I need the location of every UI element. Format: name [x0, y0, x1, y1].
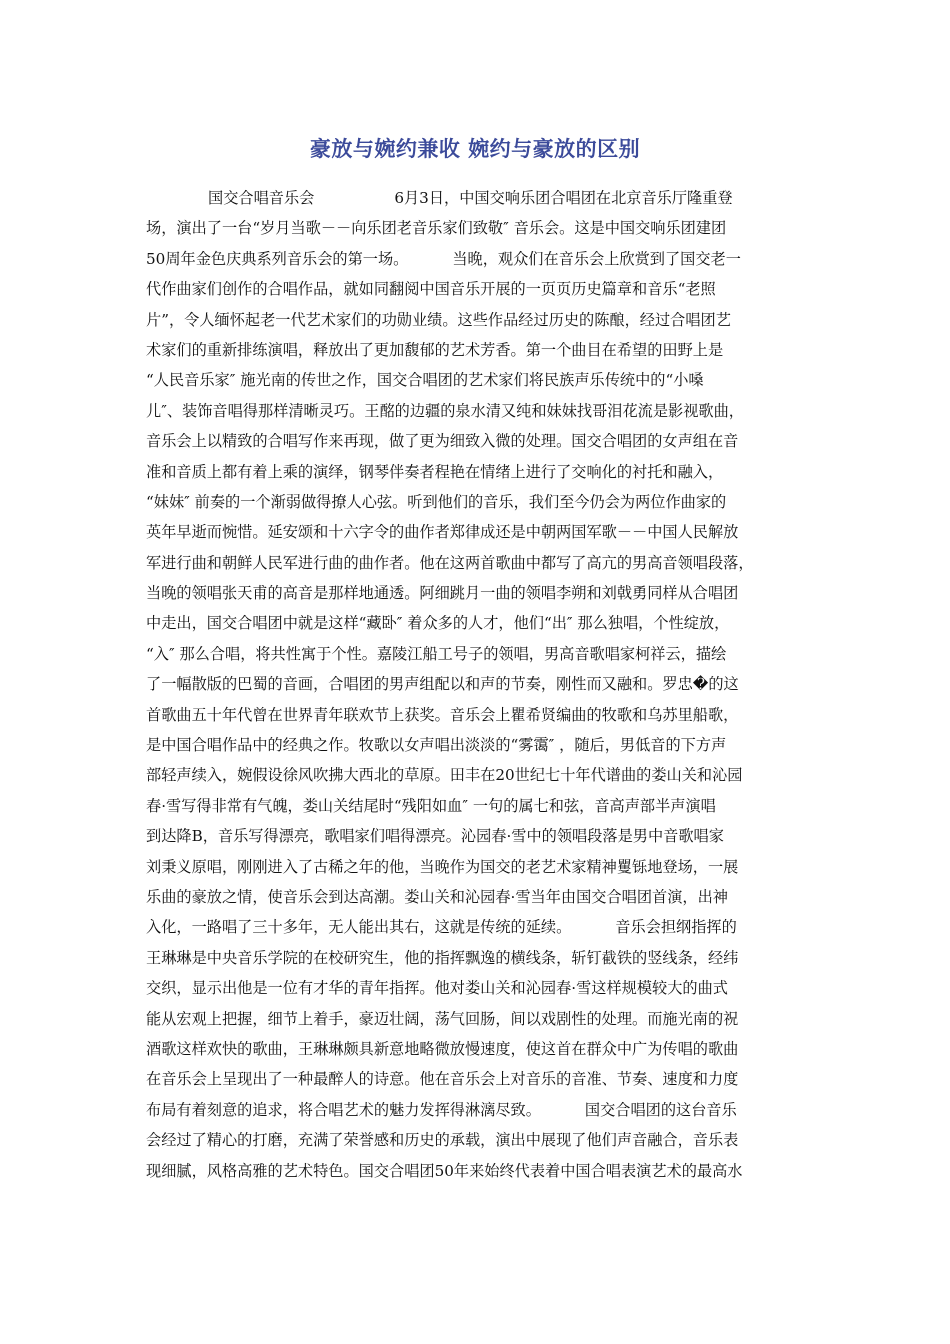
article-body — [146, 183, 803, 1186]
text-segment: 音乐会担纲指挥的 — [615, 918, 737, 937]
paragraph-line: 春·雪写得非常有气魄，娄山关结尾时“残阳如血″ 一句的属七和弦，音高声部半声演唱 — [146, 796, 716, 815]
paragraph-line: 片”，令人缅怀起老一代艺术家们的功勋业绩。这些作品经过历史的陈酿，经过合唱团艺 — [146, 310, 731, 329]
paragraph-line: 术家们的重新排练演唱，释放出了更加馥郁的艺术芳香。第一个曲目在希望的田野上是 — [146, 340, 724, 359]
paragraph-line: 首歌曲五十年代曾在世界青年联欢节上获奖。音乐会上瞿希贤编曲的牧歌和乌苏里船歌， — [146, 705, 739, 724]
paragraph-line: 乐曲的豪放之情，使音乐会到达高潮。娄山关和沁园春·雪当年由国交合唱团首演，出神 — [146, 887, 728, 906]
paragraph-line — [146, 912, 803, 942]
paragraph-line: 部轻声续入，婉假设徐风吹拂大西北的草原。田丰在20世纪七十年代谱曲的娄山关和沁园 — [146, 766, 743, 785]
paragraph-line: 代作曲家们创作的合唱作品，就如同翻阅中国音乐开展的一页页历史篇章和音乐“老照 — [146, 280, 716, 299]
text-segment: 6月3日，中国交响乐团合唱团在北京音乐厅隆重登 — [394, 189, 733, 207]
text-segment: 50周年金色庆典系列音乐会的第一场。 — [146, 249, 409, 268]
text-segment: 当晚，观众们在音乐会上欣赏到了国交老一 — [452, 249, 741, 268]
text-segment: 国交合唱音乐会 — [208, 189, 315, 207]
paragraph-line: 王琳琳是中央音乐学院的在校研究生，他的指挥飘逸的横线条，斩钉截铁的竖线条，经纬 — [146, 948, 739, 967]
paragraph-line: 中走出，国交合唱团中就是这样“藏卧″ 着众多的人才，他们“出″ 那么独唱，个性绽放， — [146, 614, 730, 633]
paragraph-line: 到达降B，音乐写得漂亮，歌唱家们唱得漂亮。沁园春·雪中的领唱段落是男中音歌唱家 — [146, 827, 724, 846]
paragraph-line — [146, 183, 803, 213]
paragraph-line: 现细腻，风格高雅的艺术特色。国交合唱团50年来始终代表着中国合唱表演艺术的最高水 — [146, 1161, 743, 1180]
text-segment: 布局有着刻意的追求，将合唱艺术的魅力发挥得淋漓尽致。 — [146, 1100, 541, 1119]
paragraph-line: 会经过了精心的打磨，充满了荣誉感和历史的承载，演出中展现了他们声音融合，音乐表 — [146, 1131, 739, 1150]
paragraph-line: 军进行曲和朝鲜人民军进行曲的曲作者。他在这两首歌曲中都写了高亢的男高音领唱段落， — [146, 553, 754, 572]
paragraph-line: 在音乐会上呈现出了一种最醉人的诗意。他在音乐会上对音乐的音准、节奏、速度和力度 — [146, 1070, 739, 1089]
text-segment: 入化，一路唱了三十多年，无人能出其右，这就是传统的延续。 — [146, 918, 572, 937]
paragraph-line: 是中国合唱作品中的经典之作。牧歌以女声唱出淡淡的“雾霭″ ，随后，男低音的下方声 — [146, 736, 727, 755]
paragraph-line: “人民音乐家″ 施光南的传世之作，国交合唱团的艺术家们将民族声乐传统中的“小嗓 — [146, 371, 704, 390]
text-segment: 国交合唱团的这台音乐 — [584, 1100, 737, 1119]
paragraph-line — [146, 1095, 803, 1125]
paragraph-line: “妹妹″ 前奏的一个渐弱做得撩人心弦。听到他们的音乐，我们至今仍会为两位作曲家的 — [146, 492, 727, 511]
paragraph-line: 英年早逝而惋惜。延安颂和十六字令的曲作者郑律成还是中朝两国军歌－－中国人民解放 — [146, 523, 739, 542]
paragraph-line: 了一幅散版的巴蜀的音画，合唱团的男声组配以和声的节奏，刚性而又融和。罗忠�的这 — [146, 675, 739, 694]
paragraph-line: 刘秉义原唱，刚刚进入了古稀之年的他，当晚作为国交的老艺术家精神矍铄地登场，一展 — [146, 857, 739, 876]
paragraph-line — [146, 244, 803, 274]
paragraph-line: 儿″、装饰音唱得那样清晰灵巧。王酩的边疆的泉水清又纯和妹妹找哥泪花流是影视歌曲， — [146, 401, 744, 420]
paragraph-line: 场，演出了一台“岁月当歌－－向乐团老音乐家们致敬″ 音乐会。这是中国交响乐团建团 — [146, 219, 727, 238]
paragraph-line: 当晚的领唱张天甫的高音是那样地通透。阿细跳月一曲的领唱李朔和刘戟勇同样从合唱团 — [146, 584, 739, 603]
paragraph-line: “入″ 那么合唱，将共性寓于个性。嘉陵江船工号子的领唱，男高音歌唱家柯祥云，描绘 — [146, 644, 727, 663]
paragraph-line: 酒歌这样欢快的歌曲，王琳琳颇具新意地略微放慢速度，使这首在群众中广为传唱的歌曲 — [146, 1039, 739, 1058]
paragraph-line: 交织，显示出他是一位有才华的青年指挥。他对娄山关和沁园春·雪这样规模较大的曲式 — [146, 979, 728, 998]
paragraph-line: 音乐会上以精致的合唱写作来再现，做了更为细致入微的处理。国交合唱团的女声组在音 — [146, 432, 739, 451]
paragraph-line: 能从宏观上把握，细节上着手，豪迈壮阔，荡气回肠，间以戏剧性的处理。而施光南的祝 — [146, 1009, 739, 1028]
article-title: 豪放与婉约兼收 婉约与豪放的区别 — [309, 137, 641, 161]
paragraph-line: 准和音质上都有着上乘的演绎，钢琴伴奏者程艳在情绪上进行了交响化的衬托和融入， — [146, 462, 724, 481]
